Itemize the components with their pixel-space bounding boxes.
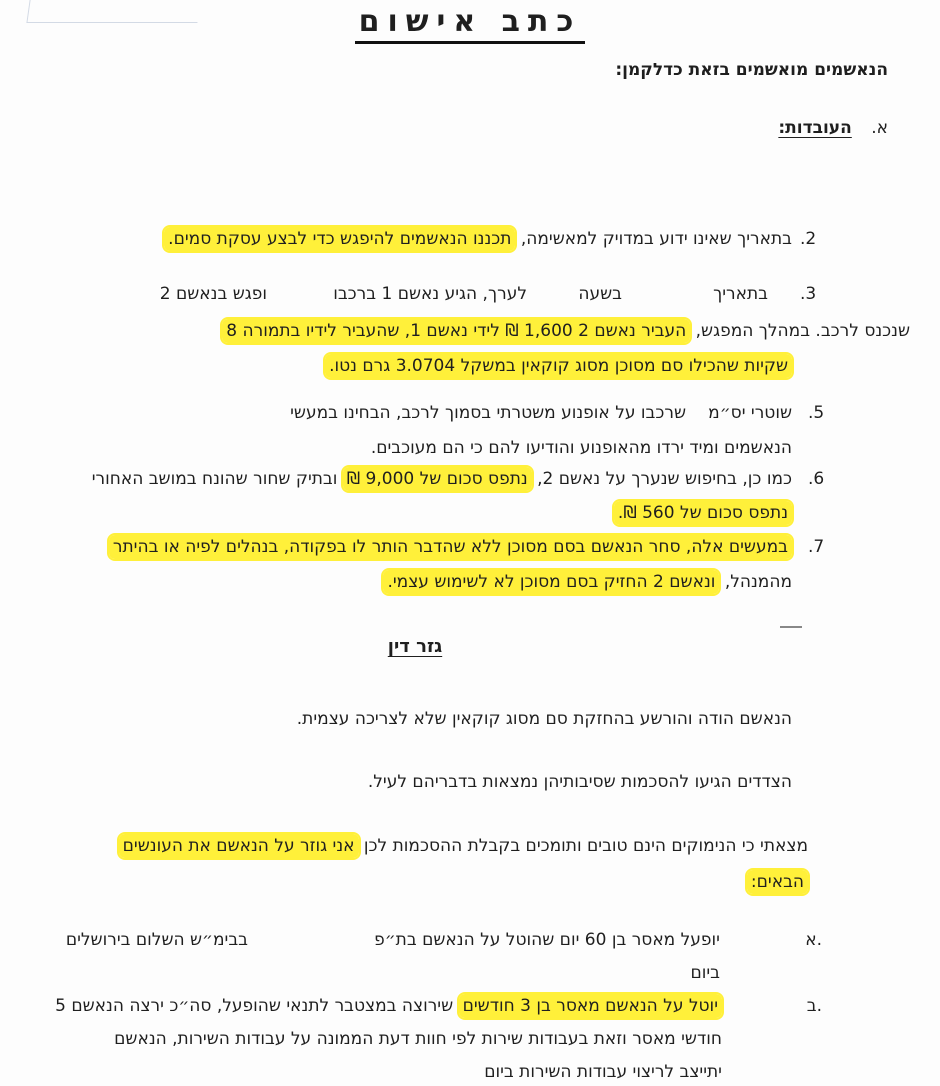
item-7-line-2-highlight: ונאשם 2 החזיק בסם מסוכן לא לשימוש עצמי. [383, 570, 719, 594]
verdict-paragraph-3-highlight: אני גוזר על הנאשם את העונשים [119, 834, 359, 858]
sentence-a-marker: א. [805, 930, 822, 950]
item-6-number: .6 [808, 469, 825, 489]
item-3-meet: ופגש בנאשם 2 [159, 284, 267, 304]
item-7-line-2-text: מהמנהל, [724, 572, 792, 592]
item-3-time-label: בשעה [578, 284, 622, 304]
sentence-b-highlight: יוטל על הנאשם מאסר בן 3 חודשים [459, 994, 722, 1018]
sentence-a-line-2: ביום [690, 963, 720, 983]
sentence-b-line-3: יתייצב לריצוי עבודות השירות ביום [484, 1062, 722, 1082]
item-6-text-b: ובתיק שחור שהונח במושב האחורי [91, 469, 338, 489]
scan-dash [780, 626, 802, 628]
item-7-line-1-highlight: במעשים אלה, סחר הנאשם בסם מסוכן ללא שהדבר הותר לו בפקודה, בנהלים לפיה או בהיתר [109, 535, 792, 559]
verdict-paragraph-3-text: מצאתי כי הנימוקים הינם טובים ותומכים בקבלת ההסכמות לכן [363, 836, 808, 856]
verdict-paragraph-3 [28, 836, 808, 856]
item-5-line-1: שרכבו על אופנוע משטרתי בסמוך לרכב, הבחינו במעשי [290, 403, 686, 423]
section-a-heading [778, 118, 888, 138]
sentence-b-line-2: חודשי מאסר וזאת בעבודות שירות לפי חוות דעת הממונה על עבודות השירות, הנאשם [114, 1029, 722, 1049]
item-3-line-2-text: שנכנס לרכב. במהלך המפגש, [695, 321, 910, 341]
intro-line: הנאשמים מואשמים בזאת כדלקמן: [615, 60, 888, 80]
verdict-paragraph-2: הצדדים הגיעו להסכמות שסיבותיהן נמצאות בדבריהם לעיל. [367, 772, 792, 792]
sentence-b-line-1 [22, 996, 722, 1016]
verdict-paragraph-3-line-2 [747, 872, 808, 892]
item-3-number: .3 [800, 284, 817, 304]
item-7-line-1 [109, 537, 792, 557]
section-marker: א. [871, 118, 888, 138]
item-7-line-2 [383, 572, 792, 592]
item-3-line-2 [190, 321, 910, 341]
document-title: כתב אישום [0, 4, 940, 39]
item-3-date-label: בתאריך [713, 284, 768, 304]
item-2-line [92, 229, 792, 249]
sentence-b-line-1-text: שירוצה במצטבר לתנאי שהופעל, סה״כ ירצה הנאשם 5 [55, 996, 454, 1016]
item-3-line-2-highlight: העביר נאשם 2 1,600 ₪ לידי נאשם 1, שהעביר לידיו בתמורה 8 [222, 319, 690, 343]
item-3-arrival: לערך, הגיע נאשם 1 ברכבו [333, 284, 527, 304]
facts-heading: העובדות: [778, 118, 852, 138]
item-7-number: .7 [808, 537, 825, 557]
item-5-officers: שוטרי יס״מ [708, 403, 792, 423]
item-6-line-2-highlight: נתפס סכום של 560 ₪. [614, 501, 792, 525]
item-6-line-2 [614, 503, 792, 523]
sentence-a-court: בבימ״ש השלום בירושלים [65, 930, 248, 950]
item-2-text: בתאריך שאינו ידוע במדויק למאשימה, [520, 229, 792, 249]
item-6-highlight: נתפס סכום של 9,000 ₪ [343, 467, 532, 491]
verdict-heading: גזר דין [387, 636, 443, 657]
item-2-number: .2 [800, 229, 817, 249]
item-6-text-a: כמו כן, בחיפוש שנערך על נאשם 2, [537, 469, 792, 489]
item-5-line-2: הנאשמים ומיד ירדו מהאופנוע והודיעו להם כי הם מעוכבים. [370, 438, 792, 458]
sentence-a-line-1: יופעל מאסר בן 60 יום שהוטל על הנאשם בת״פ [374, 930, 720, 950]
verdict-paragraph-1: הנאשם הודה והורשע בהחזקת סם מסוג קוקאין שלא לצריכה עצמית. [296, 709, 792, 729]
sentence-b-marker: ב. [806, 996, 822, 1016]
item-5-number: .5 [808, 403, 825, 423]
item-3-line-3 [325, 356, 792, 376]
item-2-highlight: תכננו הנאשמים להיפגש כדי לבצע עסקת סמים. [164, 227, 515, 251]
verdict-paragraph-3-line-2-highlight: הבאים: [747, 870, 808, 894]
item-6-line-1 [52, 469, 792, 489]
item-3-line-3-highlight: שקיות שהכילו סם מסוכן מסוג קוקאין במשקל 3.0704 גרם נטו. [325, 354, 792, 378]
